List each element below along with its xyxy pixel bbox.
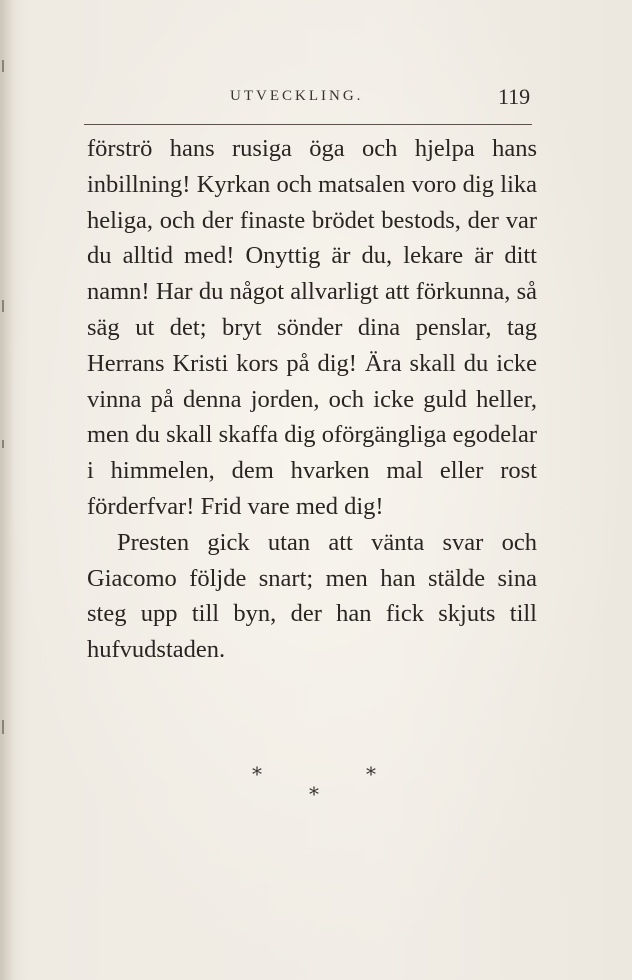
paragraph: förströ hans rusiga öga och hjelpa hans inbillning! Kyrkan och matsalen voro dig lika heliga, och der finaste brödet bestods, der var du alltid med! Onyttig är du, lekare är ditt namn! Har du något allvarligt att förkunna, så säg ut det; bryt sönder dina penslar, tag Herrans Kristi kors på dig! Ära skall du icke vinna på denna jorden, och icke guld heller, men du skall skaffa dig oförgängliga egodelar i himmelen, dem hvarken mal eller rost förderfvar! Frid vare med dig! [87,135,537,520]
binding-shadow [0,0,14,980]
page-number: 119 [498,84,531,109]
running-title: UTVECKLING. [230,88,364,104]
asterisk-ornament: * [252,762,262,786]
margin-mark [2,440,4,448]
margin-mark [2,60,4,72]
header-rule [84,124,532,125]
margin-mark [2,720,4,734]
asterisk-ornament: * [366,762,376,786]
section-break-ornament [0,762,632,812]
body-text [87,131,537,668]
asterisk-ornament: * [309,782,319,806]
page-header [0,84,632,114]
margin-mark [2,300,4,312]
paragraph: Presten gick utan att vänta svar och Giacomo följde snart; men han stälde sina steg upp till byn, der han fick skjuts till hufvudstaden. [87,528,537,664]
